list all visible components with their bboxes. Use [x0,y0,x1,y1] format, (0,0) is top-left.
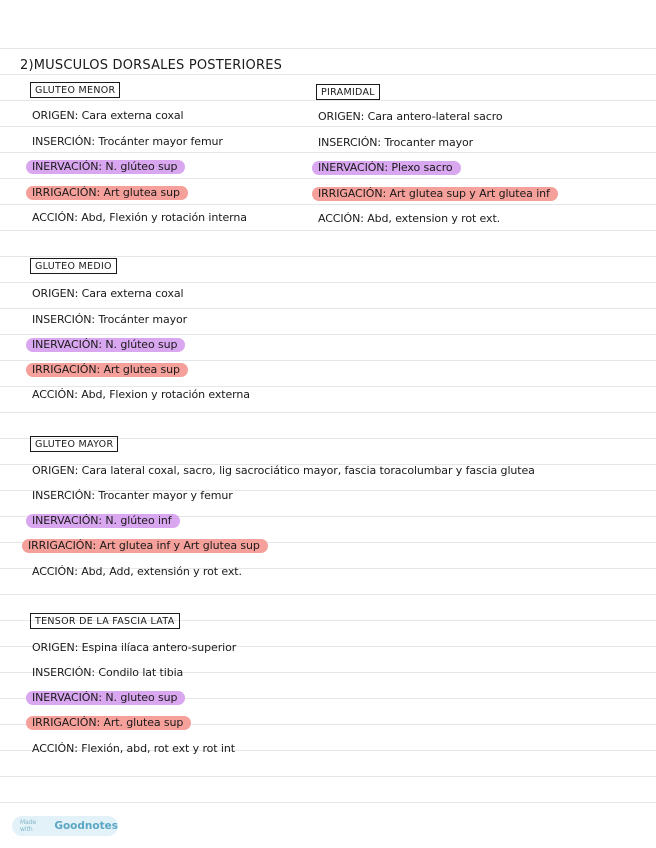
ruled-line [0,126,656,127]
insercion-text: INSERCIÓN: Trocanter mayor [318,136,474,149]
ruled-line [0,412,656,413]
section-heading: GLUTEO MEDIO [30,258,117,274]
inervacion-text: INERVACIÓN: N. gluteo sup [26,691,185,705]
ruled-line [0,802,656,803]
ruled-line [0,256,656,257]
insercion-text: INSERCIÓN: Trocánter mayor femur [32,135,223,148]
section-heading: GLUTEO MENOR [30,82,120,98]
origen-text: ORIGEN: Cara externa coxal [32,287,184,300]
origen-text: ORIGEN: Cara lateral coxal, sacro, lig sacrociático mayor, fascia toracolumbar y fascia glutea [32,464,535,477]
section-heading: TENSOR DE LA FASCIA LATA [30,613,180,629]
accion-text: ACCIÓN: Flexión, abd, rot ext y rot int [32,742,235,755]
insercion-text: INSERCIÓN: Condilo lat tibia [32,666,184,679]
ruled-line [0,100,656,101]
ruled-line [0,204,656,205]
inervacion-text: INERVACIÓN: N. glúteo sup [26,338,185,352]
page-title: 2)MUSCULOS DORSALES POSTERIORES [20,58,283,73]
origen-text: ORIGEN: Cara antero-lateral sacro [318,110,503,123]
ruled-line [0,776,656,777]
goodnotes-badge [12,816,118,836]
inervacion-text: INERVACIÓN: Plexo sacro [312,161,461,175]
made-with-label: Made with [20,819,37,833]
accion-text: ACCIÓN: Abd, Flexión y rotación interna [32,211,247,224]
irrigacion-text: IRRIGACIÓN: Art. glutea sup [26,716,191,730]
insercion-text: INSERCIÓN: Trocánter mayor [32,313,188,326]
irrigacion-text: IRRIGACIÓN: Art glutea inf y Art glutea sup [22,539,268,553]
ruled-line [0,178,656,179]
ruled-line [0,334,656,335]
ruled-line [0,48,656,49]
ruled-line [0,386,656,387]
irrigacion-text: IRRIGACIÓN: Art glutea sup y Art glutea inf [312,187,558,201]
origen-text: ORIGEN: Espina ilíaca antero-superior [32,641,237,654]
accion-text: ACCIÓN: Abd, extension y rot ext. [318,212,501,225]
ruled-line [0,594,656,595]
section-heading: GLUTEO MAYOR [30,436,118,452]
ruled-line [0,282,656,283]
ruled-line [0,360,656,361]
brand-label: Goodnotes [54,820,118,832]
origen-text: ORIGEN: Cara externa coxal [32,109,184,122]
ruled-line [0,308,656,309]
inervacion-text: INERVACIÓN: N. glúteo sup [26,160,185,174]
irrigacion-text: IRRIGACIÓN: Art glutea sup [26,363,188,377]
insercion-text: INSERCIÓN: Trocanter mayor y femur [32,489,233,502]
section-heading: PIRAMIDAL [316,84,380,100]
ruled-line [0,152,656,153]
ruled-line [0,74,656,75]
accion-text: ACCIÓN: Abd, Flexion y rotación externa [32,388,250,401]
ruled-line [0,230,656,231]
accion-text: ACCIÓN: Abd, Add, extensión y rot ext. [32,565,242,578]
inervacion-text: INERVACIÓN: N. glúteo inf [26,514,180,528]
irrigacion-text: IRRIGACIÓN: Art glutea sup [26,186,188,200]
